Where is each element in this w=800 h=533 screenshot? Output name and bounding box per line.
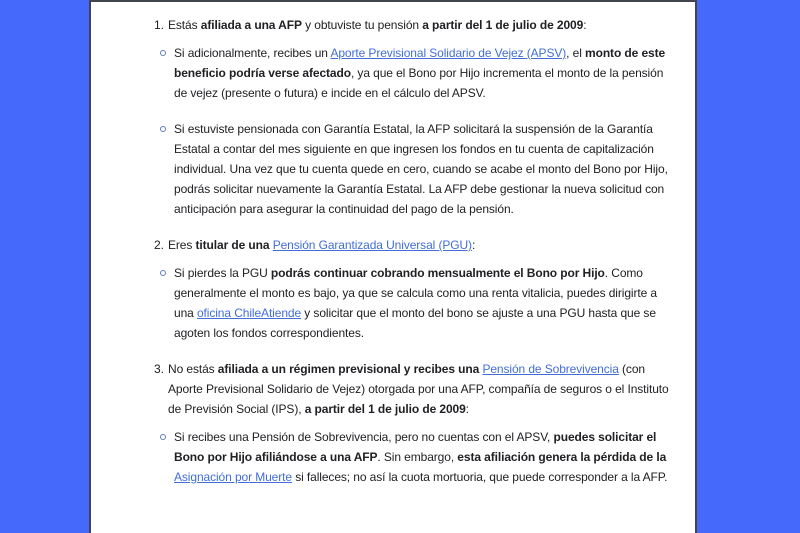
bullet-list: [91, 263, 695, 343]
body-text: . Sin embargo,: [377, 450, 458, 464]
pgu-link[interactable]: Pensión Garantizada Universal (PGU): [272, 238, 472, 252]
circle-bullet-icon: [160, 126, 166, 132]
bullet-list: [91, 43, 695, 219]
item-heading: [91, 15, 695, 35]
bold-text: monto de este beneficio podría verse afectado: [174, 46, 666, 80]
body-text: (con Aporte Previsional Solidario de Vejez) otorgada por una AFP, compañía de seguros o el Instituto de Previsión Social (IPS),: [168, 362, 669, 416]
bullet-text: [174, 43, 679, 103]
body-text: si falleces; no así la cuota mortuoria, que puede corresponder a la AFP.: [291, 470, 668, 484]
item-heading-text: [168, 235, 674, 255]
body-text: Si estuviste pensionada con Garantía Estatal, la AFP solicitará la suspensión de la Garantía Estatal a contar del mes siguiente en que ingresen los fondos en tu cuenta de capitalización individual. Una vez que tu cuenta quede en cero, cuando se acabe el monto del Bono por Hijo, podrás solicitar nuevamente la Garantía Estatal. La AFP debe gestionar la nueva solicitud con anticipación para asegurar la continuidad del pago de la pensión.: [174, 122, 668, 216]
bold-text: afiliada a una AFP: [200, 18, 302, 32]
list-item: [91, 15, 695, 219]
item-number: 1.: [154, 18, 164, 32]
bullet-list: [91, 427, 695, 487]
item-heading: [91, 235, 695, 255]
body-text: , el: [566, 46, 586, 60]
item-number: 2.: [154, 238, 164, 252]
bullet-item: [91, 119, 695, 219]
item-heading: [91, 359, 695, 419]
bullet-item: [91, 43, 695, 103]
bullet-text: [174, 427, 679, 487]
list-item: [91, 359, 695, 487]
bold-text: a partir del 1 de julio de 2009: [422, 18, 584, 32]
body-text: :: [583, 18, 587, 32]
body-text: y obtuviste tu pensión: [301, 18, 423, 32]
chileatiende-office-link[interactable]: oficina ChileAtiende: [196, 306, 302, 320]
circle-bullet-icon: [160, 270, 166, 276]
body-text: Eres: [168, 238, 196, 252]
body-text: Si adicionalmente, recibes un: [174, 46, 331, 60]
body-text: y solicitar que el monto del bono se ajuste a una PGU hasta que se agoten los fondos correspondientes.: [174, 306, 656, 340]
bold-text: podrás continuar cobrando mensualmente el Bono por Hijo: [270, 266, 605, 280]
body-text: . Como generalmente el monto es bajo, ya que se calcula como una renta vitalicia, puedes dirigirte a una: [174, 266, 657, 320]
body-text: , ya que el Bono por Hijo incrementa el monto de la pensión de vejez (presente o futura) e incide en el cálculo del APSV.: [174, 66, 664, 100]
body-text: Si recibes una Pensión de Sobrevivencia, pero no cuentas con el APSV,: [174, 430, 554, 444]
numbered-list: [91, 15, 695, 487]
bold-text: puedes solicitar el Bono por Hijo afiliándose a una AFP: [174, 430, 657, 464]
bullet-item: [91, 263, 695, 343]
pension-sobrevivencia-link[interactable]: Pensión de Sobrevivencia: [482, 362, 619, 376]
bold-text: afiliada a un régimen previsional y recibes una: [217, 362, 483, 376]
content-panel: [89, 0, 697, 533]
bullet-text: [174, 263, 679, 343]
asignacion-por-muerte-link[interactable]: Asignación por Muerte: [174, 470, 292, 484]
body-text: No estás: [168, 362, 218, 376]
item-number: 3.: [154, 362, 164, 376]
circle-bullet-icon: [160, 50, 166, 56]
bold-text: titular de una: [195, 238, 273, 252]
body-text: Si pierdes la PGU: [174, 266, 271, 280]
item-heading-text: [168, 15, 674, 35]
apsv-link[interactable]: Aporte Previsional Solidario de Vejez (APSV): [330, 46, 567, 60]
bullet-text: [174, 119, 679, 219]
body-text: :: [471, 238, 476, 252]
body-text: :: [465, 402, 469, 416]
bold-text: esta afiliación genera la pérdida de la: [457, 450, 667, 464]
bold-text: a partir del 1 de julio de 2009: [304, 402, 466, 416]
list-item: [91, 235, 695, 343]
item-heading-text: [168, 359, 674, 419]
body-text: Estás: [168, 18, 201, 32]
circle-bullet-icon: [160, 434, 166, 440]
bullet-item: [91, 427, 695, 487]
